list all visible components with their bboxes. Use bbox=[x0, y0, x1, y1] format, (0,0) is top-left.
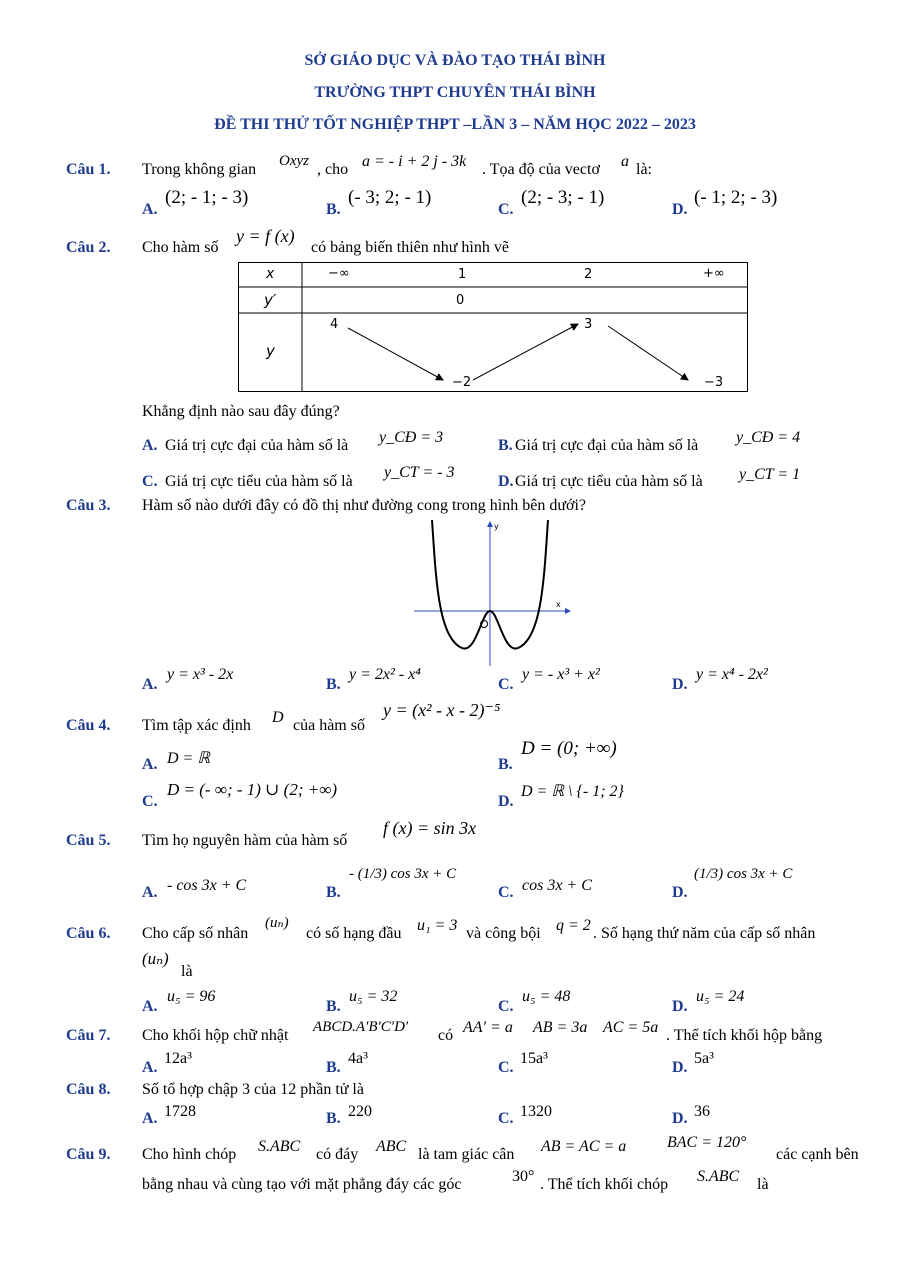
option-label: B. bbox=[326, 676, 341, 693]
question-text: là tam giác cân bbox=[418, 1146, 515, 1163]
variation-table-grid bbox=[238, 262, 748, 392]
question-text: Trong không gian bbox=[142, 161, 257, 178]
question-text: Cho khối hộp chữ nhật bbox=[142, 1027, 289, 1044]
math-box: ABCD.A′B′C′D′ bbox=[313, 1019, 409, 1035]
option-label: C. bbox=[498, 1110, 514, 1127]
math-pyramid: S.ABC bbox=[697, 1168, 740, 1185]
option-b[interactable]: D = (0; +∞) bbox=[521, 738, 617, 759]
option-label: C. bbox=[498, 201, 514, 218]
option-c[interactable]: 15a³ bbox=[520, 1050, 548, 1067]
option-b[interactable]: u₅ = 32 bbox=[349, 988, 398, 1005]
math-ratio: q = 2 bbox=[556, 917, 591, 934]
option-d[interactable]: 36 bbox=[694, 1103, 710, 1120]
option-label: C. bbox=[498, 884, 514, 901]
question-text: . Thể tích khối chóp bbox=[540, 1176, 669, 1193]
math-edge-ab: AB = 3a bbox=[533, 1019, 588, 1036]
question-text: Số tổ hợp chập 3 của 12 phần tử là bbox=[142, 1081, 364, 1098]
math-angle: BAC = 120° bbox=[667, 1134, 747, 1151]
option-label: C. bbox=[498, 1059, 514, 1076]
question-number: Câu 8. bbox=[66, 1081, 111, 1098]
option-d[interactable]: u₅ = 24 bbox=[696, 988, 745, 1005]
variation-table bbox=[238, 262, 748, 392]
function-graph-plot bbox=[410, 518, 580, 668]
question-text: , cho bbox=[317, 161, 349, 178]
option-b[interactable]: y = 2x² - x⁴ bbox=[349, 666, 421, 683]
math-function: y = (x² - x - 2)⁻⁵ bbox=[383, 700, 501, 720]
table-x-label: x bbox=[266, 266, 275, 282]
question-text: các cạnh bên bbox=[776, 1146, 859, 1163]
math-space: Oxyz bbox=[279, 153, 309, 169]
question-text: có số hạng đầu bbox=[306, 925, 402, 942]
table-yprime-label: y′ bbox=[264, 291, 277, 309]
math-pyramid: S.ABC bbox=[258, 1138, 301, 1155]
question-text: Hàm số nào dưới đây có đồ thị như đường cong trong hình bên dưới? bbox=[142, 497, 587, 514]
question-text: . Tọa độ của vectơ bbox=[482, 161, 600, 178]
question-text: là bbox=[181, 963, 193, 980]
option-b-math[interactable]: y_CĐ = 4 bbox=[736, 429, 801, 446]
table-y-value: −2 bbox=[452, 375, 472, 390]
option-d[interactable]: D = ℝ \ {- 1; 2} bbox=[521, 783, 624, 800]
question-number: Câu 7. bbox=[66, 1027, 111, 1044]
math-angle-value: 30° bbox=[512, 1168, 535, 1185]
table-y-value: −3 bbox=[704, 375, 724, 390]
option-label: D. bbox=[672, 201, 688, 218]
question-text: bằng nhau và cùng tạo với mặt phẳng đáy các góc bbox=[142, 1176, 462, 1193]
table-y-value: 3 bbox=[584, 317, 593, 332]
option-d[interactable]: (1/3) cos 3x + C bbox=[694, 866, 793, 882]
question-text: có bảng biến thiên như hình vẽ bbox=[311, 239, 509, 256]
option-a[interactable]: (2; - 1; - 3) bbox=[165, 187, 249, 208]
option-label: D. bbox=[672, 1059, 688, 1076]
question-text: là: bbox=[636, 161, 652, 178]
option-label: C. bbox=[142, 793, 158, 810]
question-text: là bbox=[757, 1176, 769, 1193]
option-b-text[interactable]: Giá trị cực đại của hàm số là bbox=[515, 437, 699, 454]
question-text: . Số hạng thứ năm của cấp số nhân bbox=[593, 925, 816, 942]
math-vector-def: a = - i + 2 j - 3k bbox=[362, 153, 467, 170]
option-c[interactable]: D = (- ∞; - 1) ∪ (2; +∞) bbox=[167, 780, 337, 799]
question-number: Câu 9. bbox=[66, 1146, 111, 1163]
math-edge-aa: AA′ = a bbox=[463, 1019, 513, 1036]
question-number: Câu 4. bbox=[66, 717, 111, 734]
option-a[interactable]: 1728 bbox=[164, 1103, 196, 1120]
option-label: D. bbox=[672, 998, 688, 1015]
question-text: Cho hình chóp bbox=[142, 1146, 237, 1163]
option-c[interactable]: y = - x³ + x² bbox=[522, 666, 600, 683]
option-a[interactable]: u₅ = 96 bbox=[167, 988, 216, 1005]
function-graph bbox=[410, 518, 580, 668]
option-label: A. bbox=[142, 1110, 158, 1127]
question-number: Câu 6. bbox=[66, 925, 111, 942]
option-label: D. bbox=[672, 1110, 688, 1127]
option-b[interactable]: (- 3; 2; - 1) bbox=[348, 187, 432, 208]
option-b[interactable]: - (1/3) cos 3x + C bbox=[349, 866, 457, 882]
option-label: A. bbox=[142, 884, 158, 901]
math-base: ABC bbox=[376, 1138, 407, 1155]
option-a[interactable]: 12a³ bbox=[164, 1050, 192, 1067]
math-equal-sides: AB = AC = a bbox=[541, 1138, 627, 1155]
option-label: D. bbox=[672, 676, 688, 693]
option-label: A. bbox=[142, 756, 158, 773]
question-text: Tìm họ nguyên hàm của hàm số bbox=[142, 832, 348, 849]
option-a[interactable]: y = x³ - 2x bbox=[167, 666, 234, 683]
table-yprime-value: 0 bbox=[456, 293, 465, 308]
option-label: A. bbox=[142, 201, 158, 218]
option-c-math[interactable]: y_CT = - 3 bbox=[384, 464, 455, 481]
option-label: D. bbox=[498, 793, 514, 810]
option-label: D. bbox=[672, 884, 688, 901]
question-text: . Thể tích khối hộp bằng bbox=[666, 1027, 823, 1044]
question-text: của hàm số bbox=[293, 717, 365, 734]
question-number: Câu 5. bbox=[66, 832, 111, 849]
graph-y-label: y bbox=[494, 522, 499, 531]
option-label: B. bbox=[326, 1110, 341, 1127]
header-school-name: TRƯỜNG THPT CHUYÊN THÁI BÌNH bbox=[314, 84, 596, 101]
option-label: B. bbox=[326, 1059, 341, 1076]
math-domain: D bbox=[272, 709, 284, 726]
option-label: C. bbox=[498, 676, 514, 693]
option-d-text[interactable]: Giá trị cực tiểu của hàm số là bbox=[515, 473, 703, 490]
table-x-value: 2 bbox=[584, 267, 593, 282]
option-c[interactable]: (2; - 3; - 1) bbox=[521, 187, 605, 208]
table-y-label: y bbox=[266, 342, 275, 360]
math-function: f (x) = sin 3x bbox=[383, 818, 477, 838]
option-a-text[interactable]: Giá trị cực đại của hàm số là bbox=[165, 437, 349, 454]
option-label: C. bbox=[142, 473, 158, 490]
math-vector: a bbox=[621, 153, 629, 170]
decreasing-arrow bbox=[608, 326, 688, 380]
option-label: D. bbox=[498, 473, 514, 490]
header-exam-title: ĐỀ THI THỬ TỐT NGHIỆP THPT –LẦN 3 – NĂM HỌC 2022 – 2023 bbox=[214, 116, 696, 133]
question-text: Cho cấp số nhân bbox=[142, 925, 249, 942]
option-d[interactable]: (- 1; 2; - 3) bbox=[694, 187, 778, 208]
option-label: A. bbox=[142, 998, 158, 1015]
option-d[interactable]: y = x⁴ - 2x² bbox=[696, 666, 768, 683]
question-text: Cho hàm số bbox=[142, 239, 219, 256]
math-edge-ac: AC = 5a bbox=[603, 1019, 659, 1036]
math-function: y = f (x) bbox=[236, 226, 295, 246]
question-text: có đáy bbox=[316, 1146, 359, 1163]
table-x-value: +∞ bbox=[703, 266, 725, 281]
question-number: Câu 2. bbox=[66, 239, 111, 256]
option-label: B. bbox=[498, 756, 513, 773]
table-x-value: −∞ bbox=[328, 266, 350, 281]
option-label: B. bbox=[326, 201, 341, 218]
option-label: B. bbox=[498, 437, 513, 454]
table-x-value: 1 bbox=[458, 267, 467, 282]
option-d[interactable]: 5a³ bbox=[694, 1050, 714, 1067]
increasing-arrow bbox=[473, 324, 578, 380]
option-label: A. bbox=[142, 676, 158, 693]
option-d-math[interactable]: y_CT = 1 bbox=[739, 466, 801, 483]
math-sequence: (uₙ) bbox=[142, 949, 169, 968]
option-c[interactable]: u₅ = 48 bbox=[522, 988, 571, 1005]
option-c-text[interactable]: Giá trị cực tiểu của hàm số là bbox=[165, 473, 353, 490]
question-text: có bbox=[438, 1027, 454, 1044]
option-c[interactable]: cos 3x + C bbox=[522, 877, 592, 894]
option-label: B. bbox=[326, 884, 341, 901]
header-school-department: SỞ GIÁO DỤC VÀ ĐÀO TẠO THÁI BÌNH bbox=[304, 52, 606, 69]
question-number: Câu 3. bbox=[66, 497, 111, 514]
option-label: B. bbox=[326, 998, 341, 1015]
option-label: C. bbox=[498, 998, 514, 1015]
question-number: Câu 1. bbox=[66, 161, 111, 178]
option-b[interactable]: 220 bbox=[348, 1103, 372, 1120]
option-label: A. bbox=[142, 1059, 158, 1076]
math-first-term: u₁ = 3 bbox=[417, 917, 458, 934]
option-a[interactable]: - cos 3x + C bbox=[167, 877, 247, 894]
option-a-math[interactable]: y_CĐ = 3 bbox=[379, 429, 444, 446]
option-a[interactable]: D = ℝ bbox=[167, 750, 211, 767]
table-y-value: 4 bbox=[330, 317, 339, 332]
decreasing-arrow bbox=[348, 328, 443, 380]
option-c[interactable]: 1320 bbox=[520, 1103, 552, 1120]
question-text: Tìm tập xác định bbox=[142, 717, 251, 734]
graph-x-label: x bbox=[556, 600, 561, 609]
option-label: A. bbox=[142, 437, 158, 454]
question-text: và công bội bbox=[466, 925, 541, 942]
math-sequence: (uₙ) bbox=[265, 915, 289, 931]
question-prompt: Khẳng định nào sau đây đúng? bbox=[142, 403, 340, 420]
option-b[interactable]: 4a³ bbox=[348, 1050, 368, 1067]
